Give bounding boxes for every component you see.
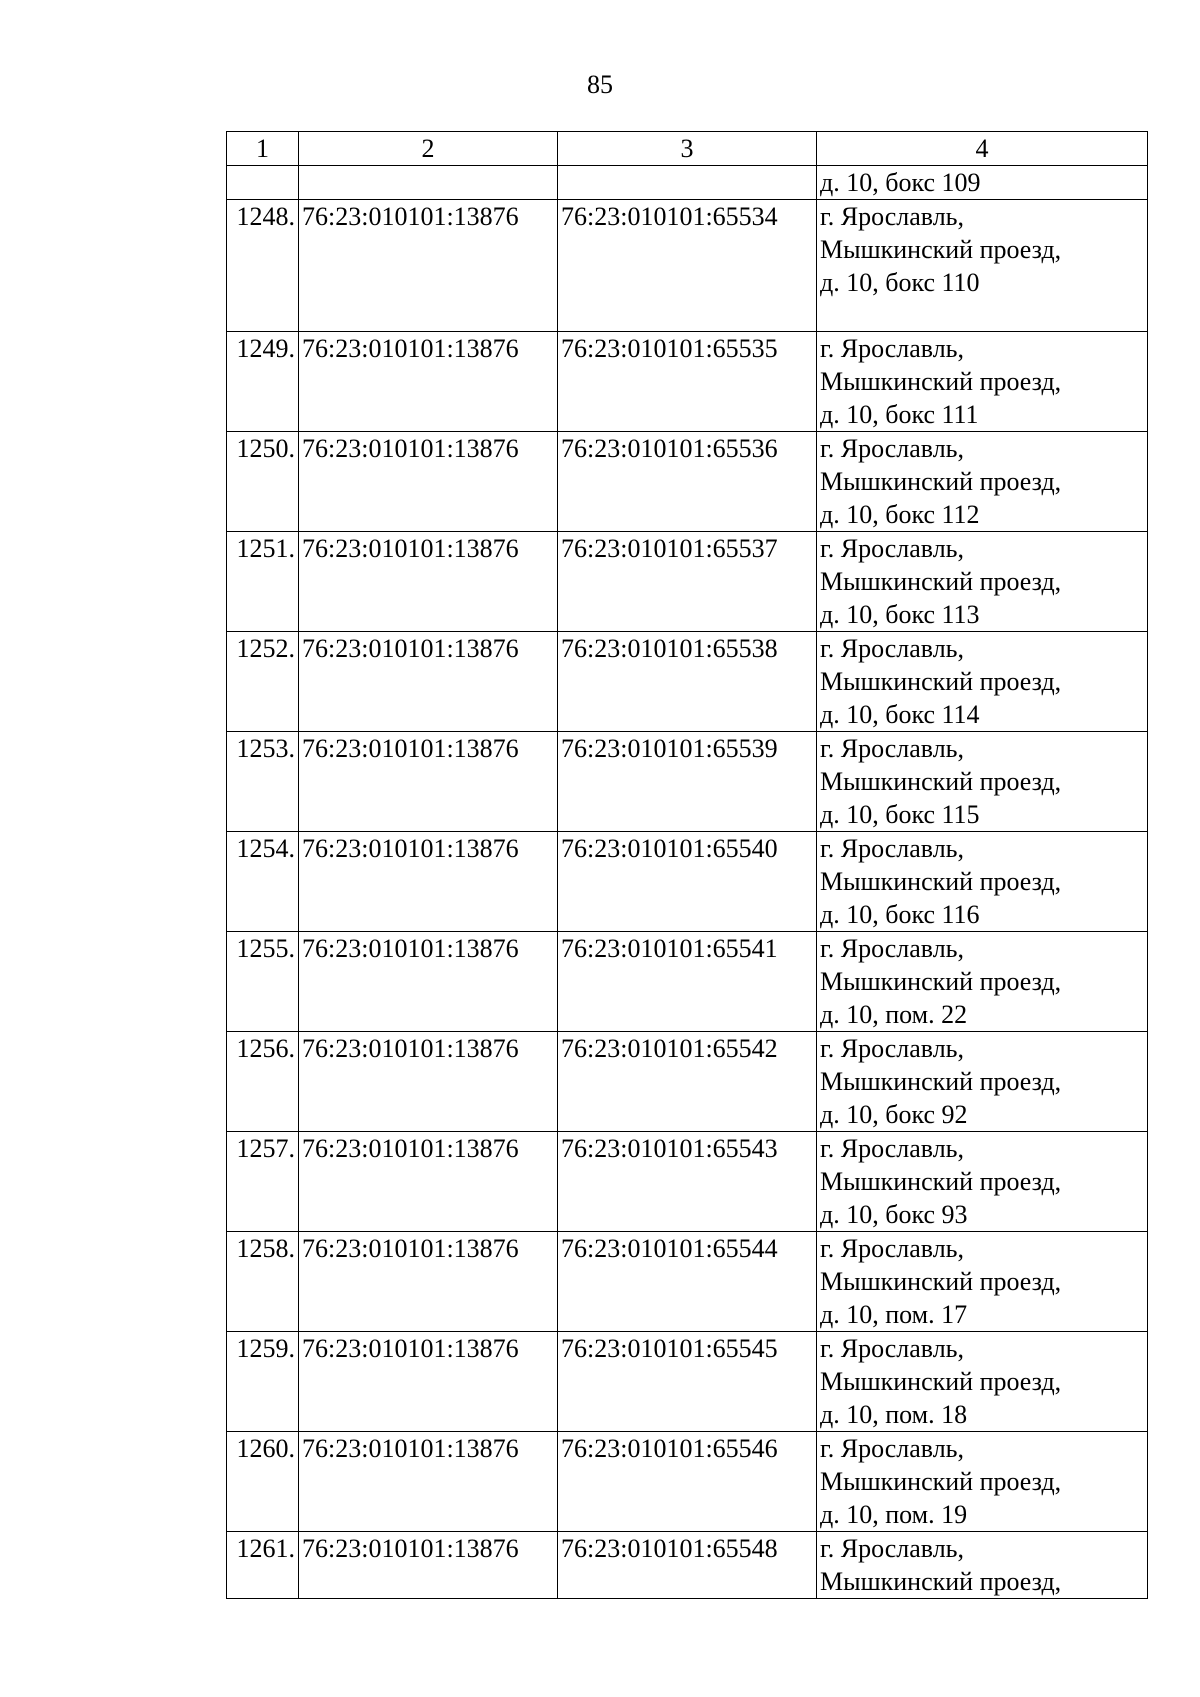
address-cell — [817, 732, 1148, 832]
cadastral-number-object: 76:23:010101:65545 — [558, 1332, 817, 1432]
address-line: д. 10, бокс 93 — [820, 1200, 968, 1229]
cadastral-number-land — [299, 166, 558, 200]
address-line: Мышкинский проезд, — [820, 1567, 1062, 1596]
cadastral-number-object: 76:23:010101:65534 — [558, 200, 817, 332]
row-number — [227, 166, 299, 200]
address-line: г. Ярославль, — [820, 202, 965, 231]
cadastral-number-land: 76:23:010101:13876 — [299, 200, 558, 332]
header-col-3: 3 — [558, 132, 817, 166]
address-line: г. Ярославль, — [820, 1234, 965, 1263]
cadastral-number-land: 76:23:010101:13876 — [299, 1332, 558, 1432]
table-body — [227, 166, 1148, 1599]
cadastral-number-land: 76:23:010101:13876 — [299, 1532, 558, 1599]
address-line: Мышкинский проезд, — [820, 1167, 1062, 1196]
row-number: 1255. — [227, 932, 299, 1032]
address-line: д. 10, бокс 115 — [820, 800, 980, 829]
row-number: 1254. — [227, 832, 299, 932]
address-line: г. Ярославль, — [820, 1434, 965, 1463]
address-cell — [817, 932, 1148, 1032]
address-line: д. 10, бокс 109 — [820, 168, 981, 197]
cadastral-number-object: 76:23:010101:65546 — [558, 1432, 817, 1532]
address-line: г. Ярославль, — [820, 734, 965, 763]
address-cell — [817, 332, 1148, 432]
cadastral-number-land: 76:23:010101:13876 — [299, 432, 558, 532]
address-line: Мышкинский проезд, — [820, 467, 1062, 496]
address-line: Мышкинский проезд, — [820, 1367, 1062, 1396]
cadastral-number-land: 76:23:010101:13876 — [299, 1032, 558, 1132]
cadastral-number-object: 76:23:010101:65535 — [558, 332, 817, 432]
cadastral-number-land: 76:23:010101:13876 — [299, 1132, 558, 1232]
address-line: Мышкинский проезд, — [820, 367, 1062, 396]
address-cell — [817, 1532, 1148, 1599]
page-number: 85 — [587, 70, 613, 99]
cadastral-number-land: 76:23:010101:13876 — [299, 332, 558, 432]
row-number: 1249. — [227, 332, 299, 432]
address-cell — [817, 532, 1148, 632]
table-row — [227, 1232, 1148, 1332]
row-number: 1252. — [227, 632, 299, 732]
address-cell — [817, 200, 1148, 332]
address-line: г. Ярославль, — [820, 434, 965, 463]
table-row — [227, 632, 1148, 732]
row-number: 1256. — [227, 1032, 299, 1132]
row-number: 1257. — [227, 1132, 299, 1232]
table-row — [227, 200, 1148, 332]
header-col-2: 2 — [299, 132, 558, 166]
address-line: д. 10, пом. 17 — [820, 1300, 968, 1329]
address-cell — [817, 1332, 1148, 1432]
address-line: д. 10, бокс 113 — [820, 600, 980, 629]
address-line: г. Ярославль, — [820, 534, 965, 563]
address-line: Мышкинский проезд, — [820, 1467, 1062, 1496]
table-row — [227, 1432, 1148, 1532]
registry-table — [226, 131, 1148, 1599]
address-line: д. 10, пом. 18 — [820, 1400, 968, 1429]
cadastral-number-object — [558, 166, 817, 200]
address-line: Мышкинский проезд, — [820, 667, 1062, 696]
address-line: д. 10, бокс 111 — [820, 400, 979, 429]
address-cell — [817, 832, 1148, 932]
cadastral-number-object: 76:23:010101:65540 — [558, 832, 817, 932]
address-line: Мышкинский проезд, — [820, 235, 1062, 264]
table-row — [227, 832, 1148, 932]
cadastral-number-land: 76:23:010101:13876 — [299, 932, 558, 1032]
cadastral-number-land: 76:23:010101:13876 — [299, 532, 558, 632]
row-number: 1248. — [227, 200, 299, 332]
address-line: Мышкинский проезд, — [820, 867, 1062, 896]
address-line: д. 10, бокс 114 — [820, 700, 980, 729]
address-line: д. 10, бокс 110 — [820, 268, 980, 297]
table-row — [227, 932, 1148, 1032]
address-line: д. 10, бокс 116 — [820, 900, 980, 929]
address-line: г. Ярославль, — [820, 1534, 965, 1563]
header-col-1: 1 — [227, 132, 299, 166]
address-line: д. 10, пом. 22 — [820, 1000, 968, 1029]
address-line: г. Ярославль, — [820, 334, 965, 363]
address-line: Мышкинский проезд, — [820, 1067, 1062, 1096]
cadastral-number-object: 76:23:010101:65543 — [558, 1132, 817, 1232]
cadastral-number-object: 76:23:010101:65537 — [558, 532, 817, 632]
address-line: г. Ярославль, — [820, 1134, 965, 1163]
address-cell — [817, 1132, 1148, 1232]
address-line: г. Ярославль, — [820, 1334, 965, 1363]
cadastral-number-land: 76:23:010101:13876 — [299, 1432, 558, 1532]
cadastral-number-object: 76:23:010101:65542 — [558, 1032, 817, 1132]
row-number: 1258. — [227, 1232, 299, 1332]
row-number: 1250. — [227, 432, 299, 532]
table-row — [227, 532, 1148, 632]
table-row — [227, 1532, 1148, 1599]
cadastral-number-land: 76:23:010101:13876 — [299, 1232, 558, 1332]
address-line: г. Ярославль, — [820, 934, 965, 963]
cadastral-number-land: 76:23:010101:13876 — [299, 732, 558, 832]
row-number: 1259. — [227, 1332, 299, 1432]
table-header — [227, 132, 1148, 166]
address-line: Мышкинский проезд, — [820, 567, 1062, 596]
table-row — [227, 1032, 1148, 1132]
table-row — [227, 1132, 1148, 1232]
address-line: Мышкинский проезд, — [820, 767, 1062, 796]
address-line: Мышкинский проезд, — [820, 1267, 1062, 1296]
address-cell — [817, 1232, 1148, 1332]
cadastral-number-land: 76:23:010101:13876 — [299, 832, 558, 932]
cadastral-number-object: 76:23:010101:65536 — [558, 432, 817, 532]
row-number: 1251. — [227, 532, 299, 632]
cadastral-number-land: 76:23:010101:13876 — [299, 632, 558, 732]
table-row — [227, 732, 1148, 832]
address-cell — [817, 1032, 1148, 1132]
address-line: г. Ярославль, — [820, 834, 965, 863]
address-line: г. Ярославль, — [820, 634, 965, 663]
table-row — [227, 1332, 1148, 1432]
row-number: 1261. — [227, 1532, 299, 1599]
address-cell — [817, 1432, 1148, 1532]
table-row-continued — [227, 166, 1148, 200]
address-line: г. Ярославль, — [820, 1034, 965, 1063]
cadastral-number-object: 76:23:010101:65548 — [558, 1532, 817, 1599]
address-line: д. 10, бокс 92 — [820, 1100, 968, 1129]
address-line: Мышкинский проезд, — [820, 967, 1062, 996]
cadastral-number-object: 76:23:010101:65538 — [558, 632, 817, 732]
header-col-4: 4 — [817, 132, 1148, 166]
address-line: д. 10, бокс 112 — [820, 500, 980, 529]
address-cell — [817, 632, 1148, 732]
cadastral-number-object: 76:23:010101:65544 — [558, 1232, 817, 1332]
cadastral-number-object: 76:23:010101:65539 — [558, 732, 817, 832]
row-number: 1260. — [227, 1432, 299, 1532]
cadastral-number-object: 76:23:010101:65541 — [558, 932, 817, 1032]
address-cell — [817, 432, 1148, 532]
table-row — [227, 432, 1148, 532]
address-cell — [817, 166, 1148, 200]
address-line: д. 10, пом. 19 — [820, 1500, 968, 1529]
table-row — [227, 332, 1148, 432]
row-number: 1253. — [227, 732, 299, 832]
header-row — [227, 132, 1148, 166]
